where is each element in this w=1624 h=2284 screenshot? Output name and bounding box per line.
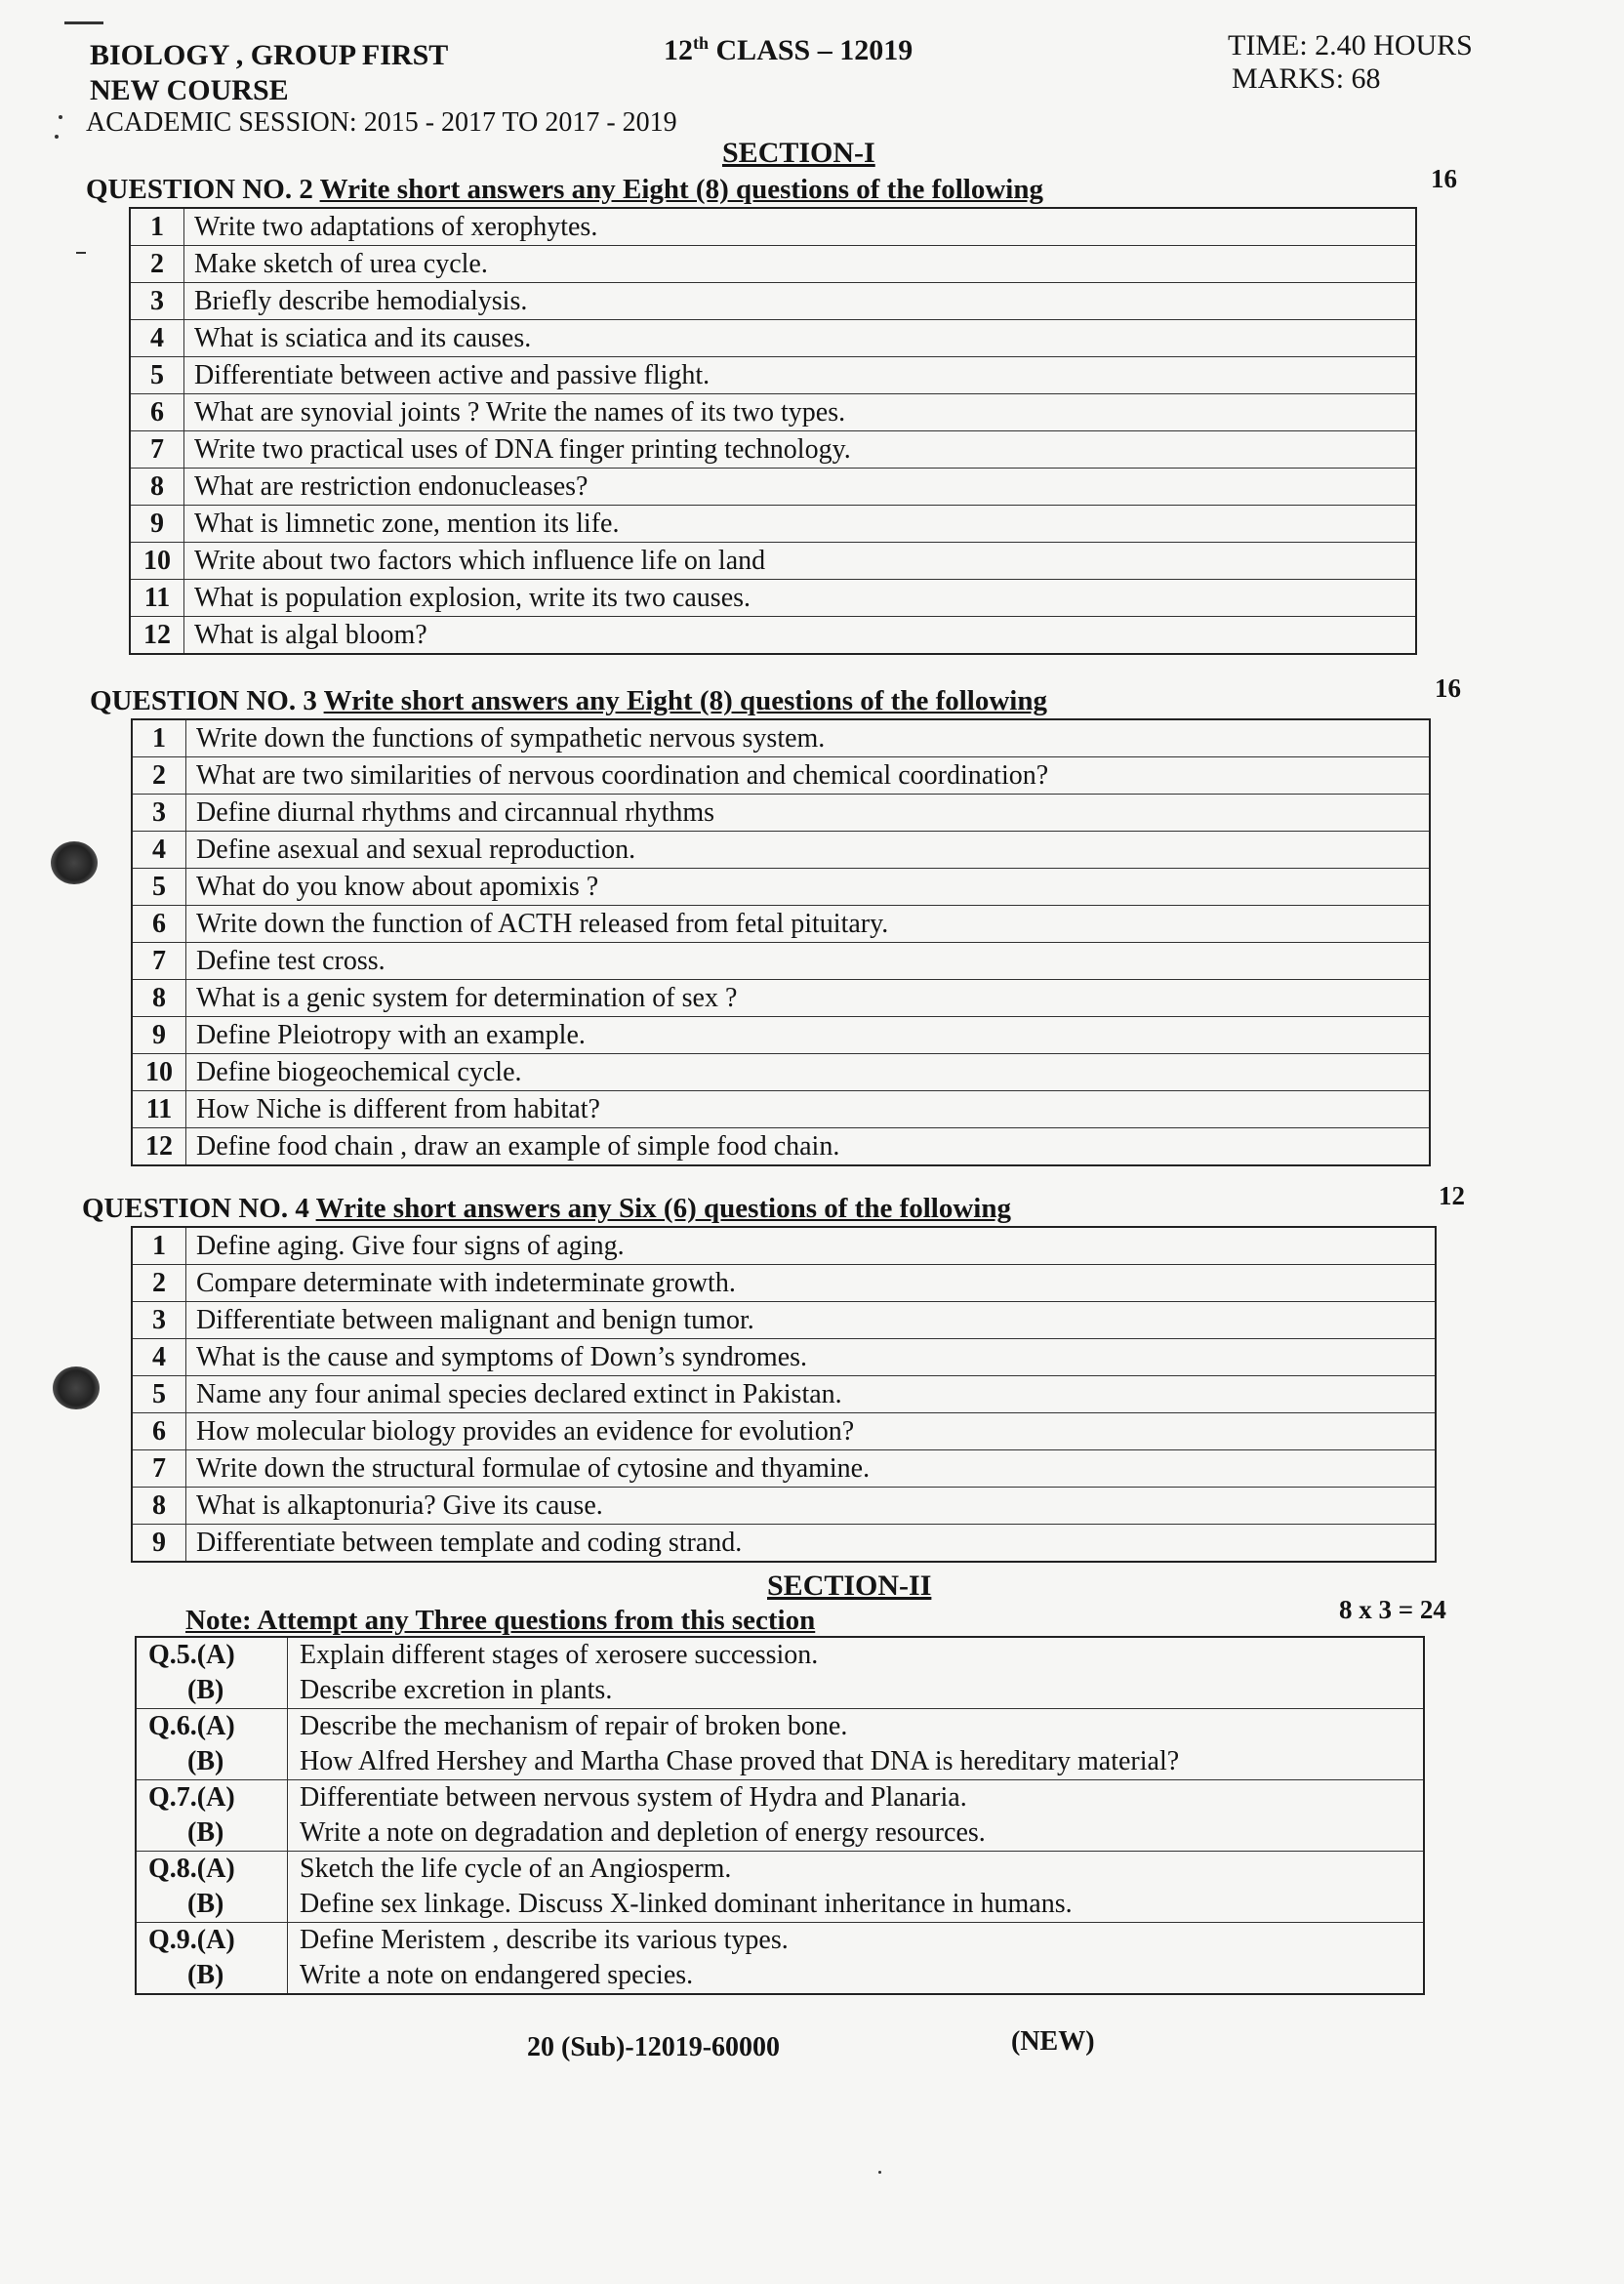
item-number: 12 <box>132 1128 186 1166</box>
class-suffix: th <box>693 33 710 53</box>
item-text: Write down the function of ACTH released from fetal pituitary. <box>186 906 1431 943</box>
table-row <box>130 580 1416 617</box>
table-row <box>132 1450 1436 1488</box>
table-row <box>130 320 1416 357</box>
question-part-b: How Alfred Hershey and Martha Chase proved that DNA is hereditary material? <box>288 1744 1425 1780</box>
item-number: 7 <box>132 1450 186 1488</box>
table-row <box>136 1673 1424 1709</box>
item-number: 5 <box>132 869 186 906</box>
question-part-a: Sketch the life cycle of an Angiosperm. <box>300 1854 732 1884</box>
table-row <box>132 1302 1436 1339</box>
course-label: NEW COURSE <box>90 74 289 106</box>
table-row <box>132 1227 1436 1265</box>
table-row <box>130 283 1416 320</box>
item-number: 12 <box>130 617 184 655</box>
item-text: Make sketch of urea cycle. <box>184 246 1417 283</box>
question-3-heading <box>90 685 1047 717</box>
item-text: Define test cross. <box>186 943 1431 980</box>
item-number: 10 <box>130 543 184 580</box>
question-label: Q.8.(A) <box>136 1852 288 1888</box>
question-part-label: (B) <box>136 1958 288 1994</box>
item-number: 9 <box>132 1525 186 1563</box>
item-text: What is alkaptonuria? Give its cause. <box>186 1488 1437 1525</box>
table-row <box>136 1923 1424 1959</box>
item-text: Define Pleiotropy with an example. <box>186 1017 1431 1054</box>
item-text: Write two adaptations of xerophytes. <box>184 208 1417 246</box>
section-2-table <box>135 1636 1425 1995</box>
item-text: How molecular biology provides an evidence for evolution? <box>186 1413 1437 1450</box>
paper-code: 20 (Sub)-12019-60000 <box>527 2032 781 2062</box>
item-number: 2 <box>132 757 186 795</box>
question-part-b: Write a note on degradation and depletion of energy resources. <box>288 1815 1425 1852</box>
item-number: 9 <box>130 506 184 543</box>
item-number: 5 <box>132 1376 186 1413</box>
item-number: 6 <box>132 1413 186 1450</box>
question-2-table <box>129 207 1417 655</box>
table-row <box>136 1709 1424 1745</box>
table-row <box>132 1017 1430 1054</box>
item-text: Differentiate between malignant and benign tumor. <box>186 1302 1437 1339</box>
item-text: What is sciatica and its causes. <box>184 320 1417 357</box>
item-number: 4 <box>132 1339 186 1376</box>
item-text: Define aging. Give four signs of aging. <box>186 1227 1437 1265</box>
table-row <box>132 757 1430 795</box>
question-3-table <box>131 718 1431 1166</box>
table-row <box>136 1852 1424 1888</box>
scan-speck <box>55 135 59 139</box>
table-row <box>136 1815 1424 1852</box>
table-row <box>130 208 1416 246</box>
class-label <box>664 33 913 67</box>
item-text: What are two similarities of nervous coordination and chemical coordination? <box>186 757 1431 795</box>
section-1-title: SECTION-I <box>722 137 875 169</box>
item-number: 1 <box>132 1227 186 1265</box>
table-row <box>136 1887 1424 1923</box>
question-part-a: Explain different stages of xerosere succession. <box>300 1640 819 1670</box>
item-number: 7 <box>132 943 186 980</box>
item-number: 8 <box>130 469 184 506</box>
table-row <box>132 943 1430 980</box>
item-number: 6 <box>132 906 186 943</box>
paper-tag: (NEW) <box>1011 2026 1095 2057</box>
table-row <box>132 1054 1430 1091</box>
item-text: What are restriction endonucleases? <box>184 469 1417 506</box>
item-number: 11 <box>130 580 184 617</box>
scan-speck <box>878 2171 881 2174</box>
item-number: 3 <box>132 795 186 832</box>
item-text: What is a genic system for determination of sex ? <box>186 980 1431 1017</box>
item-text: Write two practical uses of DNA finger printing technology. <box>184 431 1417 469</box>
table-row <box>132 1525 1436 1563</box>
table-row <box>132 1339 1436 1376</box>
table-row <box>132 869 1430 906</box>
class-number: 12 <box>664 34 693 66</box>
item-number: 3 <box>132 1302 186 1339</box>
question-part-a: Differentiate between nervous system of Hydra and Planaria. <box>300 1782 967 1813</box>
item-text: What is algal bloom? <box>184 617 1417 655</box>
question-label: Q.6.(A) <box>136 1709 288 1745</box>
item-number: 5 <box>130 357 184 394</box>
total-marks: MARKS: 68 <box>1232 62 1381 95</box>
table-row <box>130 617 1416 655</box>
item-number: 10 <box>132 1054 186 1091</box>
question-2-heading <box>86 174 1043 206</box>
question-part-b: Describe excretion in plants. <box>288 1673 1425 1709</box>
question-3-instruction: Write short answers any Eight (8) questions of the following <box>323 685 1047 716</box>
scan-speck <box>76 252 86 254</box>
scan-speck <box>59 115 62 119</box>
item-text: What is the cause and symptoms of Down’s syndromes. <box>186 1339 1437 1376</box>
item-text: Write down the functions of sympathetic nervous system. <box>186 719 1431 757</box>
question-4-label: QUESTION NO. 4 <box>82 1193 309 1224</box>
item-number: 2 <box>130 246 184 283</box>
item-text: Briefly describe hemodialysis. <box>184 283 1417 320</box>
table-row <box>132 980 1430 1017</box>
item-text: What do you know about apomixis ? <box>186 869 1431 906</box>
item-text: What is limnetic zone, mention its life. <box>184 506 1417 543</box>
table-row <box>130 357 1416 394</box>
table-row <box>132 1376 1436 1413</box>
question-part-label: (B) <box>136 1815 288 1852</box>
item-number: 6 <box>130 394 184 431</box>
item-text: Differentiate between active and passive flight. <box>184 357 1417 394</box>
table-row <box>130 506 1416 543</box>
question-part-label: (B) <box>136 1744 288 1780</box>
item-number: 1 <box>130 208 184 246</box>
item-number: 1 <box>132 719 186 757</box>
question-2-instruction: Write short answers any Eight (8) questions of the following <box>319 174 1043 205</box>
item-number: 11 <box>132 1091 186 1128</box>
table-row <box>132 1413 1436 1450</box>
table-row <box>132 1488 1436 1525</box>
exam-time: TIME: 2.40 HOURS <box>1228 29 1473 61</box>
table-row <box>132 832 1430 869</box>
question-4-heading <box>82 1193 1011 1225</box>
table-row <box>130 394 1416 431</box>
item-number: 4 <box>132 832 186 869</box>
table-row <box>132 719 1430 757</box>
question-part-a: Define Meristem , describe its various types. <box>300 1925 789 1955</box>
item-text: What are synovial joints ? Write the names of its two types. <box>184 394 1417 431</box>
item-number: 8 <box>132 1488 186 1525</box>
punch-hole-mark <box>51 841 98 884</box>
item-number: 7 <box>130 431 184 469</box>
question-4-table <box>131 1226 1437 1563</box>
subject-title: BIOLOGY , GROUP FIRST <box>90 39 449 71</box>
question-2-label: QUESTION NO. 2 <box>86 174 313 205</box>
question-part-a: Describe the mechanism of repair of broken bone. <box>300 1711 848 1741</box>
item-text: Name any four animal species declared extinct in Pakistan. <box>186 1376 1437 1413</box>
item-number: 8 <box>132 980 186 1017</box>
academic-session: ACADEMIC SESSION: 2015 - 2017 TO 2017 - 2019 <box>86 107 677 138</box>
table-row <box>130 246 1416 283</box>
question-part-b: Write a note on endangered species. <box>300 1960 694 1990</box>
table-row <box>132 1265 1436 1302</box>
question-label: Q.9.(A) <box>136 1923 288 1959</box>
item-text: What is population explosion, write its two causes. <box>184 580 1417 617</box>
section-2-marks: 8 x 3 = 24 <box>1339 1595 1446 1624</box>
table-row <box>132 906 1430 943</box>
scan-speck <box>64 21 103 24</box>
section-2-note: Note: Attempt any Three questions from this section <box>185 1605 816 1636</box>
table-row <box>130 431 1416 469</box>
question-4-instruction: Write short answers any Six (6) questions of the following <box>315 1193 1011 1224</box>
question-4-marks: 12 <box>1439 1181 1465 1210</box>
table-row <box>136 1780 1424 1816</box>
item-number: 4 <box>130 320 184 357</box>
question-part-label: (B) <box>136 1887 288 1923</box>
item-text: Define asexual and sexual reproduction. <box>186 832 1431 869</box>
table-row <box>136 1958 1424 1994</box>
item-text: Differentiate between template and coding strand. <box>186 1525 1437 1563</box>
item-text: Define food chain , draw an example of simple food chain. <box>186 1128 1431 1166</box>
class-code: CLASS – 12019 <box>715 34 914 66</box>
table-row <box>132 1128 1430 1166</box>
table-row <box>130 469 1416 506</box>
question-label: Q.7.(A) <box>136 1780 288 1816</box>
question-part-label: (B) <box>136 1673 288 1709</box>
question-3-label: QUESTION NO. 3 <box>90 685 317 716</box>
table-row <box>136 1744 1424 1780</box>
section-2-title: SECTION-II <box>767 1570 932 1602</box>
item-text: Write down the structural formulae of cytosine and thyamine. <box>186 1450 1437 1488</box>
item-text: Define diurnal rhythms and circannual rhythms <box>186 795 1431 832</box>
question-label: Q.5.(A) <box>136 1637 288 1673</box>
item-text: How Niche is different from habitat? <box>186 1091 1431 1128</box>
question-3-marks: 16 <box>1435 673 1461 703</box>
punch-hole-mark <box>53 1366 100 1409</box>
item-number: 9 <box>132 1017 186 1054</box>
table-row <box>132 795 1430 832</box>
item-text: Write about two factors which influence life on land <box>184 543 1417 580</box>
question-2-marks: 16 <box>1431 164 1457 193</box>
item-number: 2 <box>132 1265 186 1302</box>
table-row <box>136 1637 1424 1673</box>
table-row <box>130 543 1416 580</box>
question-part-b: Define sex linkage. Discuss X-linked dominant inheritance in humans. <box>288 1887 1425 1923</box>
item-text: Compare determinate with indeterminate growth. <box>186 1265 1437 1302</box>
item-text: Define biogeochemical cycle. <box>186 1054 1431 1091</box>
table-row <box>132 1091 1430 1128</box>
item-number: 3 <box>130 283 184 320</box>
